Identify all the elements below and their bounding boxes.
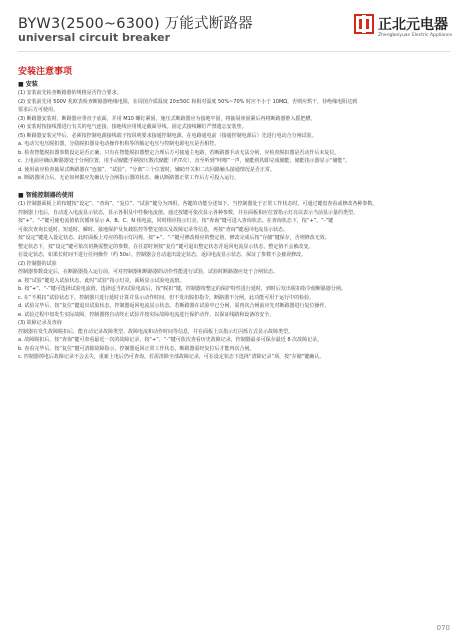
subsection-heading-controller: ■ 智能控制器的使用 <box>18 192 74 199</box>
paragraph-line: b. 按“+”、“-”键可选择试验电流值，选择适当的试验电流后，按“脱扣”键，控制器按整定的保护特性进行延时，到时后发出脱扣指令使断路器分闸。 <box>18 286 346 292</box>
paragraph-line: a. 电动欠电压脱扣器，分励脱扣器及电动操作机构等的额定电压与控制电源电压是否相符。 <box>18 141 220 147</box>
paragraph-line: 按“+”、“-”键可使电流值依次循环显示 A、B、C、N 相电流，同时相应指示灯亮，按“查询”键可进入查询状态。在查询状态下，按“+”、“-”键 <box>18 218 334 224</box>
header-divider <box>18 51 450 52</box>
paragraph-line: b. 检查智能脱扣器参数设定是否正确，只有在智能脱扣器整定合理后方可接通主电路，若断路器手动无法分闸，应检查脱扣器是否动作后未复位。 <box>18 149 340 156</box>
brand-name: 正北元电器 <box>378 17 448 33</box>
paragraph-line: d. 使用前应检查抽屉式断路器在“连接”、“试验”、“分离”三个位置时，辅助开关和二次回路触头接通情况是否正常。 <box>18 166 275 173</box>
paragraph-line: e. 试验过程中如发生实际故障，控制器将自动终止试验并按实际故障电流进行保护动作，以保证线路和设备的安全。 <box>18 311 275 318</box>
brand-logo-icon <box>354 14 374 34</box>
paragraph-line: 按“设定”键进入设定状态，此时面板上对应的指示灯闪烁，按“+”、“-”键可修改相应的整定值，修改完成后按“存储”键保存，否则修改无效。 <box>18 235 330 241</box>
page-header <box>18 12 453 52</box>
paragraph-line: 可依次查询长延时、短延时、瞬时、接地保护及负载监控等整定值以及故障记录等信息，再按“查询”键返回电流显示状态。 <box>18 226 289 233</box>
paragraph-line: (2) 安装前先用 500V 兆欧表检查断路器绝缘电阻，在周围介质温度 20±50C 和相对湿度 50%~70% 时应不小于 10MΩ，否则应烘干，待绝缘电阻达到 <box>18 98 358 105</box>
controller-paragraph <box>18 200 450 362</box>
paragraph-line: (4) 安装时按接线图进行有关的电气连接，接地线应用规定截面导线。固定式接线螺钉严禁遗忘安装垫。 <box>18 124 247 130</box>
paragraph-line: 整定状态下，按“设定”键可依次切换需整定的参数，在任意时刻按“复位”键可退出整定状态并返回电流显示状态，整定值不会被改变。 <box>18 243 314 250</box>
paragraph-line: 要求后方可使用。 <box>18 107 59 113</box>
paragraph-line: (3) 故障记录及查询 <box>18 320 62 326</box>
paragraph-line: c. 在“不脱扣”试验状态下，控制器只进行延时计算并显示动作时间，但不发出脱扣指令，断路器不分闸，此功能可用于运行中的检验。 <box>18 294 315 301</box>
paragraph-line: b. 查看完毕后，按“复位”键可清除故障指示，控制器返回正常工作状态，断路器需经复位后才能再次合闸。 <box>18 345 255 352</box>
paragraph-line: a. 按“试验”键进入试验状态，此时“试验”指示灯亮，面板显示试验电流值。 <box>18 277 185 284</box>
page-number: 070 <box>436 624 450 632</box>
paragraph-line: 控制器上电后，自动进入电流显示状态，显示各相及中性极电流值。通过按键可依次显示各种参数，并在面板相应位置指示灯亮以表示当前显示量的类型。 <box>18 209 359 216</box>
paragraph-line: d. 试验完毕后，按“复位”键退出试验状态，控制器返回电流显示状态。若断路器在试验中已分闸，需再次合闸前应先对断路器进行复位操作。 <box>18 303 330 309</box>
paragraph-line: (5) 断路器安装完毕后，必须按控制电源接线端子按说明要求接通控制电源，在电路通电前（接通控制电源后）先进行电动合分闸试验。 <box>18 132 317 139</box>
paragraph-line: 在设定状态，如果长时间不进行任何操作（约 50s），控制器会自动退出设定状态，返回电流显示状态，保证了参数不会被误修改。 <box>18 252 307 258</box>
paragraph-line: c. 上电前应确认断路器处于分闸位置，用手动储能手柄按压数次储能（约7次），直至听到“咔嚓”一声，储能机构即完成储能，储能指示器显示“储能”。 <box>18 158 350 164</box>
paragraph-line: 控制器参数设定后，在断路器投入运行前，可对控制器和断路器的动作性能进行试验，试验时断路器应处于合闸状态。 <box>18 269 279 275</box>
subsection-heading-install: ■ 安装 <box>18 81 38 88</box>
paragraph-line: (1) 安装前先检查断路器的规格是否符合要求。 <box>18 90 122 96</box>
section-title-installation: 安装注意事项 <box>18 67 73 77</box>
paragraph-line: (3) 断路器安装时，断路器应垂直于底面，并用 M10 螺钉紧固。施压式断路器应为接地牢固，将抽屉座固紧后再将断路器推入摇把槽。 <box>18 115 316 122</box>
page-subtitle: universal circuit breaker <box>18 31 171 44</box>
paragraph-line: e. 断路器闭合后，无论如何都应先确认分合闸指示器的状态，确认断路器正常工作后方可投入运行。 <box>18 175 240 181</box>
paragraph-line: (1) 控制器面板上的按键按“设定”、“查询”、“复位”、“试验”键分为四组，各键的功能分述如下。当控制器处于正常工作状态时，可通过键盘查看或修改各种参数。 <box>18 201 378 207</box>
paragraph-line: (2) 控制器的试验 <box>18 260 57 267</box>
paragraph-line: 控制器在发生故障脱扣后，能自动记录故障类型、故障电流和动作时间等信息，并在面板上以指示灯闪烁方式显示故障类型。 <box>18 328 294 335</box>
paragraph-line: a. 故障脱扣后，按“查询”键可查看最近一次的故障记录，按“+”、“-”键可依次查看历史故障记录，控制器最多可保存最近 8 次故障记录。 <box>18 337 323 343</box>
brand-name-en: Zhengbeiyuan Electric Appliance <box>378 33 453 38</box>
install-paragraph <box>18 89 450 183</box>
brand-logo <box>354 14 453 44</box>
paragraph-line: c. 控制器掉电后故障记录不会丢失，重新上电后仍可查询。若需清除全部故障记录，可在设定状态下选择“清除记录”项，按“存储”键确认。 <box>18 354 325 360</box>
page-title: BYW3(2500~6300) 万能式断路器 <box>18 16 253 32</box>
